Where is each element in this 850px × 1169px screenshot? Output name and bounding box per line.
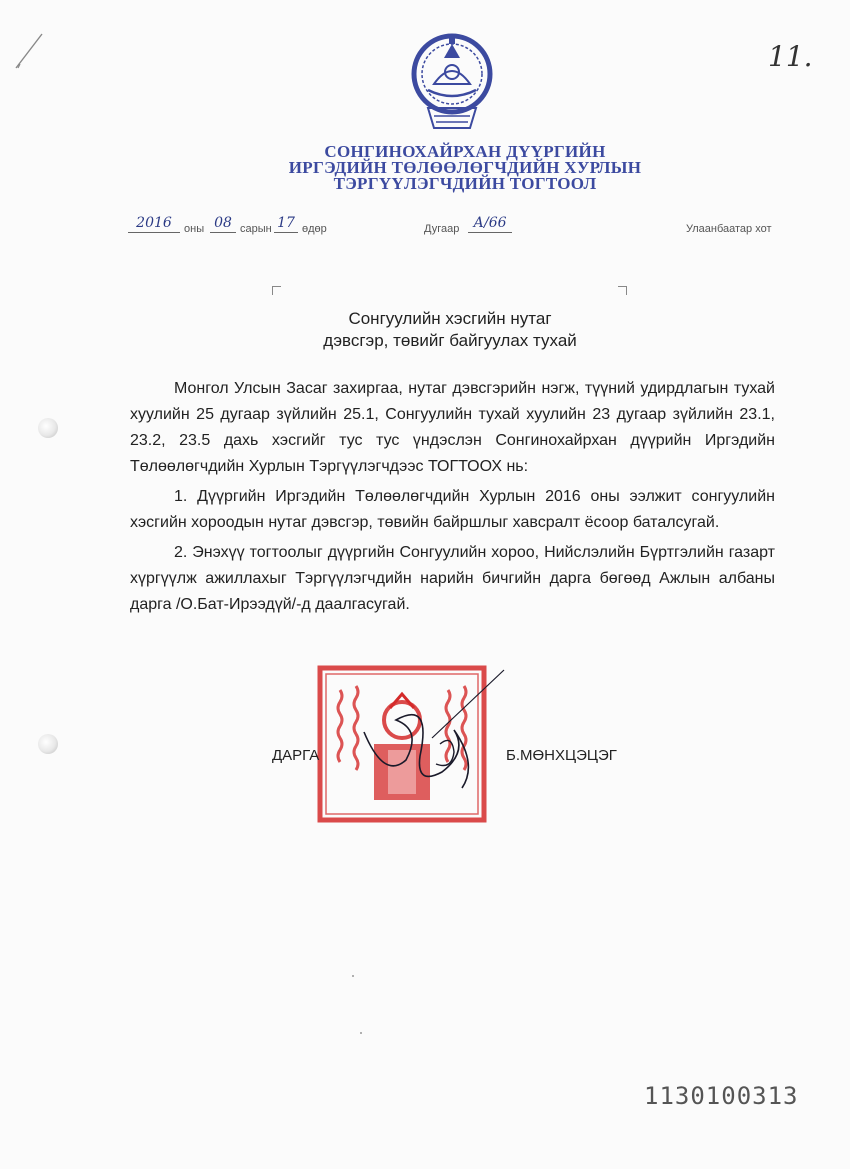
day-label: өдөр (302, 223, 327, 235)
scan-speck (352, 975, 354, 977)
resolution-item-2: 2. Энэхүү тогтоолыг дүүргийн Сонгуулийн хороо, Нийслэлийн Бүртгэлийн газарт хүргүүлж ажиллахыг Тэргүүлэгчдийн нарийн бичгийн дарга бөгөөд Ажлын албаны дарга /О.Бат-Ирээдүй/-д даалгасугай. (130, 544, 775, 613)
signatory-role: ДАРГА (272, 747, 320, 764)
handwritten-page-number: 11. (768, 40, 813, 73)
header-line-1: СОНГИНОХАЙРХАН ДҮҮРГИЙН (324, 142, 606, 161)
number-field: А/66 (468, 214, 512, 233)
title-line-1: Сонгуулийн хэсгийн нутаг (348, 309, 552, 328)
title-corner-right (618, 286, 627, 295)
council-header (250, 144, 680, 192)
title-line-2: дэвсгэр, төвийг байгуулах тухай (323, 331, 577, 350)
title-corner-left (272, 286, 281, 295)
document-title (250, 308, 650, 352)
punch-hole (38, 418, 58, 438)
scan-speck (360, 1032, 362, 1034)
resolution-body (130, 376, 775, 622)
day-field: 17 (274, 214, 298, 233)
month-field: 08 (210, 214, 236, 233)
header-line-2: ИРГЭДИЙН ТӨЛӨӨЛӨГЧДИЙН ХУРЛЫН (288, 158, 642, 177)
month-label: сарын (240, 223, 272, 235)
resolution-meta-row (128, 214, 778, 238)
handwritten-signature (336, 660, 516, 810)
year-field: 2016 (128, 214, 180, 233)
pen-stroke-mark (12, 28, 52, 72)
number-label: Дугаар (424, 223, 460, 235)
punch-hole (38, 734, 58, 754)
signatory-name: Б.МӨНХЦЭЦЭГ (506, 747, 617, 764)
place-label: Улаанбаатар хот (686, 223, 772, 235)
year-label: оны (184, 223, 205, 235)
body-paragraph: Монгол Улсын Засаг захиргаа, нутаг дэвсгэрийн нэгж, түүний удирдлагын тухай хуулийн 25 дугаар зүйлийн 25.1, Сонгуулийн тухай хуулийн 23 дугаар зүйлийн 23.1, 23.2, 23.5 дахь хэсгийг тус тус үндэслэн Сонгинохайрхан дүүрийн Иргэдийн Төлөөлөгчдийн Хурлын Тэргүүлэгчдээс ТОГТООХ нь: (130, 380, 775, 475)
header-line-3: ТЭРГҮҮЛЭГЧДИЙН ТОГТООЛ (333, 174, 597, 193)
resolution-item-1: 1. Дүүргийн Иргэдийн Төлөөлөгчдийн Хурлын 2016 оны ээлжит сонгуулийн хэсгийн хороодын нутаг дэвсгэр, төвийн байршлыг хавсралт ёсоор баталсугай. (130, 488, 775, 531)
state-emblem-icon (408, 28, 496, 136)
document-serial-number: 1130100313 (644, 1082, 799, 1110)
